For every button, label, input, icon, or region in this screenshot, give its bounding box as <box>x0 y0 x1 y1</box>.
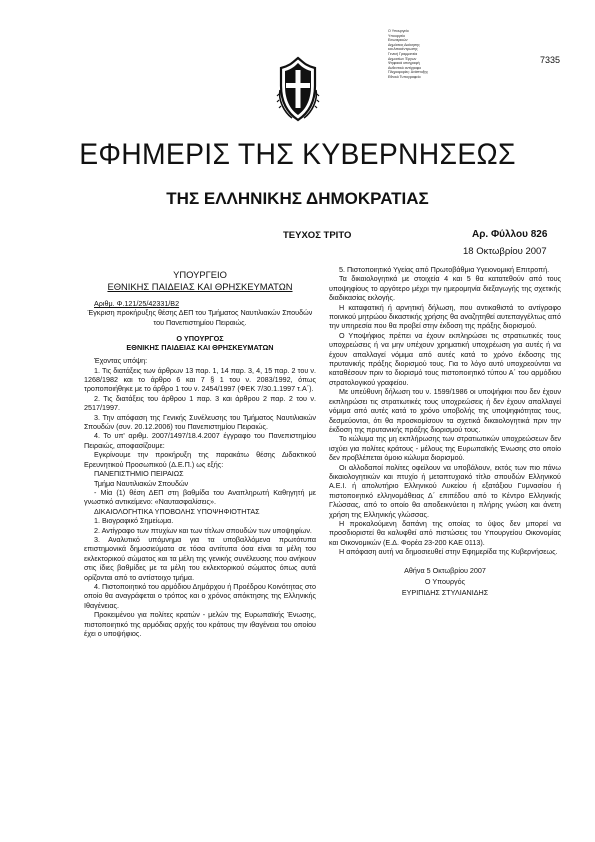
ministry-line-2: ΕΘΝΙΚΗΣ ΠΑΙΔΕΙΑΣ ΚΑΙ ΘΡΗΣΚΕΥΜΑΤΩΝ <box>107 281 293 292</box>
paragraph: 2. Αντίγραφο των πτυχίων και των τίτλων σπουδών των υποψηφίων. <box>94 525 312 535</box>
signature-role: Ο Υπουργός <box>424 576 466 586</box>
signature-name: ΕΥΡΙΠΙΔΗΣ ΣΤΥΛΙΑΝΙΔΗΣ <box>401 587 489 597</box>
right-column <box>329 265 561 598</box>
paragraph: Το κώλυμα της μη εκπλήρωσης των στρατιωτικών υποχρεώσεων δεν ισχύει για πολίτες κράτους - μέλους της Ευρωπαϊκής Ένωσης στο οποίο δεν προβλέπεται όμοιο κώλυμα διορισμού. <box>329 434 561 463</box>
paragraph: ΔΙΚΑΙΟΛΟΓΗΤΙΚΑ ΥΠΟΒΟΛΗΣ ΥΠΟΨΗΦΙΟΤΗΤΑΣ <box>94 506 260 516</box>
issue-type: ΤΕΥΧΟΣ ΤΡΙΤΟ <box>283 230 352 241</box>
stamp-line: Δημοσίων Έργων <box>388 56 417 61</box>
gazette-subtitle: ΤΗΣ ΕΛΛΗΝΙΚΗΣ ΔΗΜΟΚΡΑΤΙΑΣ <box>166 189 429 208</box>
digital-signature-stamp <box>388 29 478 80</box>
paragraph: Η απόφαση αυτή να δημοσιευθεί στην Εφημερίδα της Κυβερνήσεως. <box>339 547 558 557</box>
stamp-line: Πληροφορίες: Ανάπτυξης <box>388 70 429 75</box>
decision-title: Έγκριση προκήρυξης θέσης ΔΕΠ του Τμήματος Ναυτιλιακών Σπουδών του Πανεπιστημίου Πειραιώς. <box>87 308 313 327</box>
left-column <box>84 265 316 638</box>
paragraph: 3. Την απόφαση της Γενικής Συνέλευσης του Τμήματος Ναυτιλιακών Σπουδών (συν. 20.12.2006) του Πανεπιστημίου Πειραιώς. <box>84 412 316 432</box>
paragraph: Τα δικαιολογητικά με στοιχεία 4 και 5 θα κατατεθούν από τους υποψηφίους το αργότερο μέχρι την ημερομηνία διεξαγωγής της σχετικής διαδικασίας εκλογής. <box>329 274 561 303</box>
greek-coat-of-arms-icon <box>276 56 320 126</box>
paragraph: Έχοντας υπόψη: <box>94 356 148 366</box>
minister-header-line-1: Ο ΥΠΟΥΡΓΟΣ <box>176 334 224 344</box>
stamp-line: Εσωτερικών <box>388 38 408 43</box>
paragraph: 2. Τις διατάξεις του άρθρου 1 παρ. 3 και άρθρου 2 παρ. 2 του ν. 2517/1997. <box>84 393 316 413</box>
minister-header <box>84 334 316 352</box>
paragraph: Τμήμα Ναυτιλιακών Σπουδών <box>94 478 189 488</box>
ministry-line-1: ΥΠΟΥΡΓΕΙΟ <box>173 269 227 280</box>
paragraph: - Μία (1) θέση ΔΕΠ στη βαθμίδα του Αναπληρωτή Καθηγητή με γνωστικό αντικείμενο: «Ναυτασφαλίσεις». <box>84 487 316 507</box>
minister-header-line-2: ΕΘΝΙΚΗΣ ΠΑΙΔΕΙΑΣ ΚΑΙ ΘΡΗΣΚΕΥΜΑΤΩΝ <box>126 343 274 353</box>
stamp-line: Εθνικό Τυπογραφείο <box>388 74 421 79</box>
stamp-line: Υπουργείο <box>388 33 406 38</box>
issue-number: Αρ. Φύλλου 826 <box>472 229 548 240</box>
paragraph: 3. Αναλυτικό υπόμνημα για τα υποβαλλόμενα πρωτότυπα επιστημονικά δημοσιεύματα σε τόσα αντίτυπα όσα είναι τα μέλη του εκλεκτορικού σώματος και τα μέλη της γενικής συνέλευσης που ανήκουν στις ίδιες βαθμίδες με τα μέλη του εκλεκτορικού σώματος όπως αυτά ορίζονται από το αντίστοιχο τμήμα. <box>84 534 316 582</box>
stamp-line: Ψηφιακά υπογραφή <box>388 61 420 66</box>
paragraph: Η καταφατική ή αρνητική δήλωση, που αντικαθιστά το αντίγραφο ποινικού μητρώου δικαστικής χρήσης θα αναζητηθεί αυτεπαγγέλτως από την υπηρεσία που θα προβεί στην έκδοση της πράξης διορισμού. <box>329 302 561 331</box>
page-number: 7335 <box>540 55 561 65</box>
paragraph: Εγκρίνουμε την προκήρυξη της παρακάτω θέσης Διδακτικού Ερευνητικού Προσωπικού (Δ.Ε.Π.) ως εξής: <box>84 450 316 469</box>
stamp-line: Ο Υπουργείο <box>388 29 409 33</box>
paragraph: Οι αλλοδαποί πολίτες οφείλουν να υποβάλουν, εκτός των πιο πάνω δικαιολογητικών και πτυχίο ή μεταπτυχιακό τίτλο σπουδών Ελληνικού Α.Ε.Ι. ή απολυτήριο Ελληνικού Λυκείου ή εξατάξιου Γυμνασίου ή πιστοποιητικό ελληνομάθειας Δ΄ επιπέδου από το Κέντρο Ελληνικής Γλώσσας, από το οποίο θα αποδεικνύεται η πλήρης γνώση και άνετη χρήση της Ελληνικής γλώσσας. <box>329 462 561 519</box>
stamp-line: Γενική Γραμματεία <box>388 51 418 56</box>
signature-block <box>329 565 561 598</box>
decision-number <box>84 299 316 308</box>
paragraph: ΠΑΝΕΠΙΣΤΗΜΙΟ ΠΕΙΡΑΙΩΣ <box>94 469 184 479</box>
paragraph: 1. Τις διατάξεις των άρθρων 13 παρ. 1, 14 παρ. 3, 4, 15 παρ. 2 του ν. 1268/1982 και το άρθρο 6 και 7 § 1 του ν. 2083/1992, όπως τροποποιήθηκε με το άρθρο 1 του ν. 2454/1997 (ΦΕΚ 7/30.1.1997 τ.Α΄). <box>84 365 316 394</box>
paragraph: 1. Βιογραφικό Σημείωμα. <box>94 516 174 526</box>
ministry-header <box>84 269 316 293</box>
stamp-line: και Αποκέντρωσης <box>388 47 418 52</box>
gazette-title: ΕΦΗΜΕΡΙΣ ΤΗΣ ΚΥΒΕΡΝΗΣΕΩΣ <box>79 138 516 171</box>
paragraph: 4. Το υπ' αριθμ. 2007/1497/18.4.2007 έγγραφο του Πανεπιστημίου Πειραιώς, αποφασίζουμε: <box>84 431 316 450</box>
paragraph: Με υπεύθυνη δήλωση του ν. 1599/1986 οι υποψήφιοι που δεν έχουν εκπληρώσει τις στρατιωτικές τους υποχρεώσεις ή δεν έχουν απαλλαγεί νόμιμα από αυτές κατά το χρόνο υποβολής της υποψηφιότητας τους, δεσμεύονται, ότι θα προσκομίσουν τα σχετικά δικαιολογητικά πριν την έκδοση της πρυτανικής πράξης διορισμού τους. <box>329 387 561 434</box>
paragraph: 4. Πιστοποιητικό του αρμόδιου Δημάρχου ή Προέδρου Κοινότητας στο οποίο θα αναγράφεται ο τρόπος και ο χρόνος απόκτησης της Ελληνικής Ιθαγένειας. <box>84 581 316 610</box>
signature-place-date: Αθήνα 5 Οκτωβρίου 2007 <box>404 565 486 575</box>
issue-date: 18 Οκτωβρίου 2007 <box>463 246 547 257</box>
stamp-line: Δημόσιας Διοίκησης <box>388 42 420 47</box>
decision-number-text: Αριθμ. Φ.121/25/42331/Β2 <box>94 299 180 308</box>
paragraph: Η προκαλούμενη δαπάνη της οποίας το ύψος δεν μπορεί να προσδιοριστεί θα καλυφθεί από πιστώσεις του Υπουργείου Οικονομίας και Οικονομικών (Ε.Δ. Φορέα 23-200 ΚΑΕ 0113). <box>329 518 561 547</box>
stamp-line: Αυθεντικό αντίγραφο <box>388 65 422 70</box>
paragraph: Ο Υποψήφιος πρέπει να έχουν εκπληρώσει τις στρατιωτικές τους υποχρεώσεις ή να μην υπέχουν χρηματική υποχρέωση για αυτές ή να έχουν απαλλαγεί νόμιμα από αυτές κατά το χρόνο έκδοσης της πρυτανικής πράξης διορισμού τους. Για το λόγο αυτό υποχρεούνται να καταθέσουν πριν το διορισμό τους πιστοποιητικό τύπου Α΄ του αρμόδιου στρατολογικού γραφείου. <box>329 330 561 387</box>
paragraph: Προκειμένου για πολίτες κρατών - μελών της Ευρωπαϊκής Ένωσης, πιστοποιητικό της αρμόδιας αρχής του κράτους την ιθαγένεια του οποίου έχει ο υποψήφιος. <box>84 610 316 638</box>
paragraph: 5. Πιστοποιητικό Υγείας από Πρωτοβάθμια Υγειονομική Επιτροπή. <box>339 265 550 274</box>
